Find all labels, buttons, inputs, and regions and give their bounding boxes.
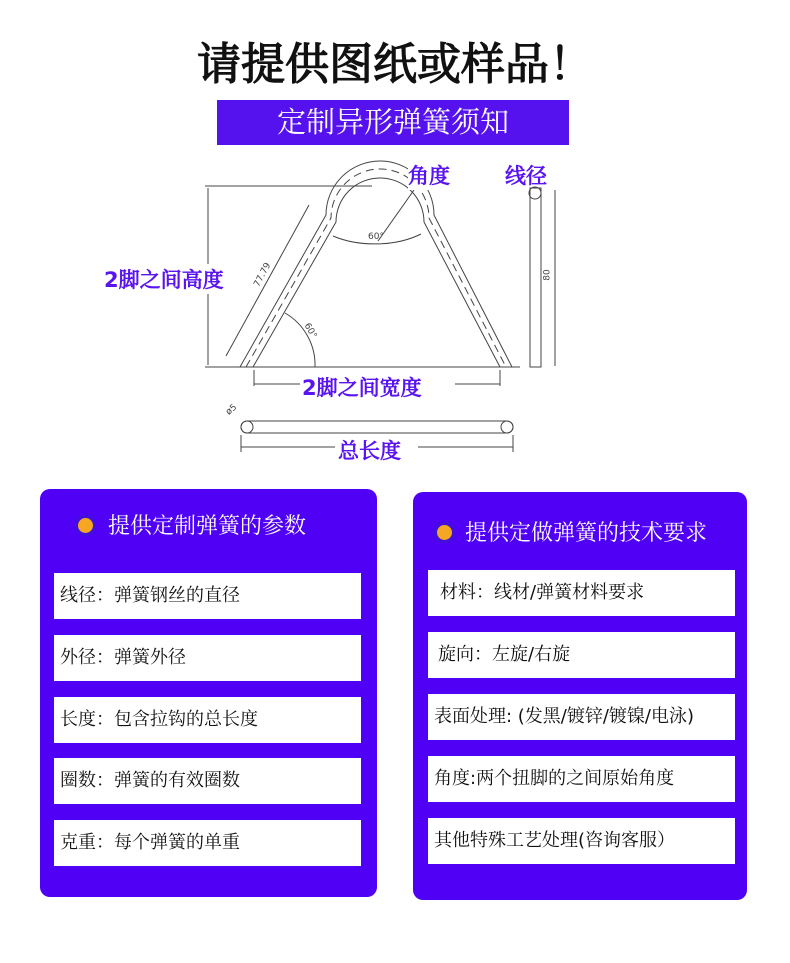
requirements-card [413, 492, 747, 900]
list-item: 外径：弹簧外径 [54, 635, 361, 681]
list-item: 材料：线材/弹簧材料要求 [428, 570, 735, 616]
side-angle-dim: 60° [301, 321, 319, 341]
top-angle-dim: 60° [368, 232, 384, 242]
leg-height-label: 2脚之间高度 [104, 264, 224, 294]
list-item: 长度：包含拉钩的总长度 [54, 697, 361, 743]
list-item: 圈数：弹簧的有效圈数 [54, 758, 361, 804]
card-title: 提供定制弹簧的参数 [108, 514, 307, 539]
parameters-card [40, 489, 377, 897]
angle-label: 角度 [408, 160, 450, 190]
list-item: 其他特殊工艺处理(咨询客服） [428, 818, 735, 864]
leg-width-label: 2脚之间宽度 [302, 372, 422, 402]
list-item: 线径：弹簧钢丝的直径 [54, 573, 361, 619]
list-item: 旋向：左旋/右旋 [428, 632, 735, 678]
total-length-label: 总长度 [338, 435, 401, 465]
list-item: 表面处理: (发黑/镀锌/镀镍/电泳) [428, 694, 735, 740]
card-title: 提供定做弹簧的技术要求 [465, 521, 708, 546]
list-item: 角度:两个扭脚的之间原始角度 [428, 756, 735, 802]
section-banner: 定制异形弹簧须知 [217, 100, 569, 145]
height-dim: 80 [542, 269, 553, 281]
wire-diameter-label: 线径 [505, 164, 547, 188]
leg-length-dim: 77.79 [252, 261, 274, 289]
list-item: 克重：每个弹簧的单重 [54, 820, 361, 866]
diameter-dim: ø5 [224, 402, 240, 418]
page-title: 请提供图纸或样品！ [197, 39, 593, 90]
